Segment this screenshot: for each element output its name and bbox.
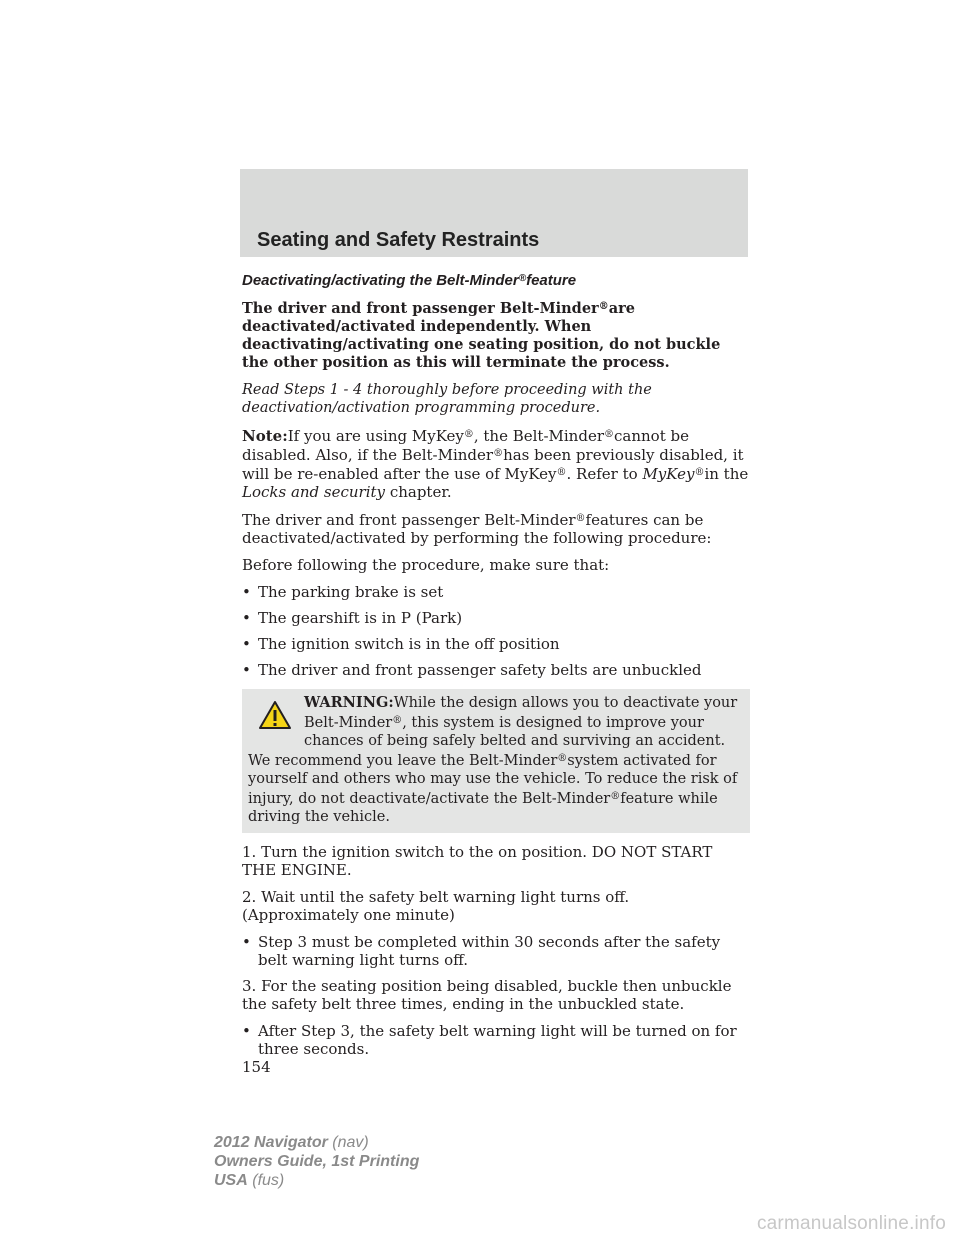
- intro-text: The driver and front passenger Belt-Minder: [242, 300, 599, 317]
- note-paragraph: [242, 426, 750, 501]
- note-text: , the Belt-Minder: [473, 427, 604, 445]
- section-title: Seating and Safety Restraints: [257, 229, 540, 251]
- features-text: features can be deactivated/activated by performing the following procedure:: [242, 511, 712, 547]
- read-steps-note: Read Steps 1 - 4 thoroughly before proceeding with the deactivation/activation programming procedure.: [242, 382, 652, 416]
- footer-model: 2012 Navigator: [214, 1134, 328, 1151]
- bullet-dot: •: [242, 583, 251, 601]
- watermark: carmanualsonline.info: [756, 1213, 946, 1234]
- registered-mark: ®: [557, 753, 568, 764]
- mykey-reference: MyKey: [642, 465, 695, 483]
- footer-line: [214, 1171, 419, 1190]
- features-text: The driver and front passenger Belt-Minder: [242, 511, 576, 529]
- list-item-text: Step 3 must be completed within 30 seconds after the safety belt warning light turns off.: [258, 933, 721, 969]
- step-1: 1. Turn the ignition switch to the on position. DO NOT START THE ENGINE.: [242, 843, 713, 879]
- list-item: [242, 583, 750, 601]
- registered-mark: ®: [556, 467, 567, 478]
- list-item: [242, 1022, 750, 1058]
- note-text: cannot be disabled. Also, if the Belt-Minder: [242, 427, 689, 464]
- footer-market: USA: [214, 1172, 248, 1189]
- footer-line: [214, 1133, 419, 1152]
- list-item-text: The ignition switch is in the off position: [258, 635, 560, 653]
- list-item-text: The parking brake is set: [258, 583, 444, 601]
- footer-line: [214, 1152, 419, 1171]
- list-item: [242, 635, 750, 653]
- document-footer: [214, 1133, 419, 1190]
- list-item-text: After Step 3, the safety belt warning light will be turned on for three seconds.: [258, 1022, 737, 1058]
- note-text: If you are using MyKey: [287, 427, 464, 445]
- note-text: chapter.: [389, 483, 452, 501]
- bullet-dot: •: [242, 1022, 251, 1040]
- page-content: [242, 270, 750, 1066]
- note-text: has been previously disabled, it will be re-enabled after the use of MyKey: [242, 446, 744, 483]
- list-item-text: The driver and front passenger safety belts are unbuckled: [258, 661, 702, 679]
- warning-text: , this system is designed to improve your chances of being safely belted and surviving an accident. We recommend you leave the Belt-Minder: [248, 715, 726, 769]
- footer-edition: Owners Guide, 1st Printing: [214, 1153, 420, 1170]
- registered-mark: ®: [604, 429, 614, 440]
- locks-security-reference: Locks and security: [242, 483, 386, 501]
- bullet-dot: •: [242, 933, 251, 951]
- warning-triangle-icon: [258, 700, 292, 730]
- note-label: Note:: [242, 427, 288, 445]
- step-2: 2. Wait until the safety belt warning light turns off. (Approximately one minute): [242, 888, 630, 924]
- list-item: [242, 661, 750, 679]
- registered-mark: ®: [575, 513, 586, 524]
- registered-mark: ®: [610, 791, 621, 802]
- registered-mark: ®: [598, 301, 609, 312]
- warning-label: WARNING:: [304, 694, 394, 711]
- warning-text: system activated for yourself and others who may use the vehicle. To reduce the risk of injury, do not deactivate/activate the Belt-Minder: [248, 753, 738, 807]
- footer-model-code: (nav): [332, 1134, 369, 1151]
- section-header-band: [240, 169, 748, 257]
- registered-mark: ®: [518, 273, 527, 284]
- warning-text: While the design allows you to deactivate your Belt-Minder: [304, 695, 738, 731]
- list-item-text: The gearshift is in P (Park): [258, 609, 463, 627]
- features-paragraph: [242, 510, 750, 547]
- bullet-dot: •: [242, 661, 251, 679]
- registered-mark: ®: [392, 715, 403, 726]
- bullet-dot: •: [242, 609, 251, 627]
- registered-mark: ®: [463, 429, 474, 440]
- subsection-heading-text: Deactivating/activating the Belt-Minder: [242, 272, 519, 289]
- note-text: . Refer to: [566, 465, 638, 483]
- warning-box: [242, 689, 750, 833]
- subsection-heading-suffix: feature: [526, 272, 577, 289]
- list-item: [242, 933, 750, 969]
- before-procedure-paragraph: Before following the procedure, make sure that:: [242, 556, 610, 574]
- note-text: in the: [704, 465, 749, 483]
- list-item: [242, 609, 750, 627]
- step-3: 3. For the seating position being disabled, buckle then unbuckle the safety belt three times, ending in the unbuckled state.: [242, 977, 732, 1013]
- intro-paragraph: [242, 298, 750, 372]
- registered-mark: ®: [694, 467, 705, 478]
- warning-text: feature while driving the vehicle.: [248, 791, 718, 825]
- bullet-dot: •: [242, 635, 251, 653]
- registered-mark: ®: [493, 448, 504, 459]
- intro-text: are deactivated/activated independently. When deactivating/activating one seating position, do not buckle the other position as this will terminate the process.: [242, 300, 721, 371]
- page-number: 154: [242, 1058, 271, 1076]
- subsection-heading: [242, 270, 750, 290]
- footer-market-code: (fus): [252, 1172, 285, 1189]
